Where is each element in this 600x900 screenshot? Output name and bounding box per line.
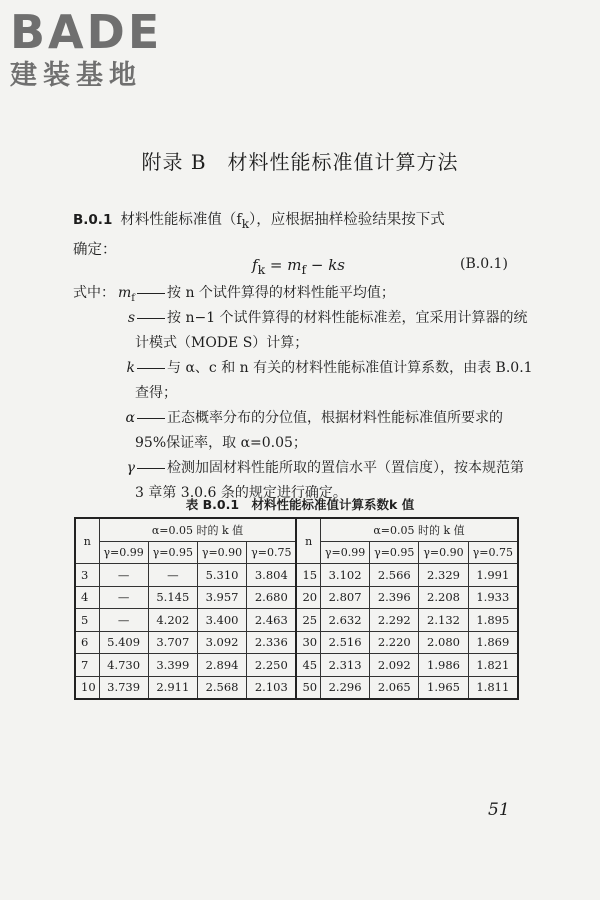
table-cell: 5.409 [99, 631, 148, 654]
k-value-table [74, 517, 519, 700]
table-cell: 2.396 [370, 586, 419, 609]
table-row [75, 609, 518, 632]
table-cell: 2.336 [247, 631, 297, 654]
table-cell: 25 [296, 609, 320, 632]
gamma-header: γ=0.99 [99, 541, 148, 564]
table-cell: 45 [296, 654, 320, 677]
table-cell: 3.400 [197, 609, 246, 632]
table-cell: 2.516 [320, 631, 369, 654]
table-cell: 4 [75, 586, 99, 609]
table-cell: 30 [296, 631, 320, 654]
table-cell: 2.680 [247, 586, 297, 609]
table-cell: 2.208 [419, 586, 468, 609]
clause-text-end: ），应根据抽样检验结果按下式 [249, 212, 445, 228]
table-cell: 2.313 [320, 654, 369, 677]
table-cell: 10 [75, 676, 99, 699]
appendix-title: 附录 B 材料性能标准值计算方法 [141, 150, 459, 174]
page-number: 51 [488, 800, 510, 820]
table-cell: 2.329 [419, 564, 468, 587]
table-cell: — [99, 586, 148, 609]
definition-k: k 与 α、c 和 n 有关的材料性能标准值计算系数，由表 B.0.1 查得； [126, 360, 533, 401]
table-cell: 2.250 [247, 654, 297, 677]
logo-wordmark: BADE [10, 5, 163, 59]
table-cell: 2.080 [419, 631, 468, 654]
definition-gamma: γ 检测加固材料性能所取的置信水平（置信度），按本规范第 3 章第 3.0.6 条的规定进行确定。 [126, 460, 524, 501]
n-header: n [75, 518, 99, 564]
gamma-header: γ=0.95 [148, 541, 197, 564]
table-cell: 1.986 [419, 654, 468, 677]
table-cell: 4.730 [99, 654, 148, 677]
n-header: n [296, 518, 320, 564]
gamma-header: γ=0.75 [247, 541, 297, 564]
definition-text: 按 n 个试件算得的材料性能平均值； [167, 285, 395, 301]
group-header: α=0.05 时的 k 值 [320, 518, 518, 541]
table-caption: 表 B.0.1 材料性能标准值计算系数k 值 [185, 497, 415, 512]
table-cell: 2.220 [370, 631, 419, 654]
definition-text: 按 n−1 个试件算得的材料性能标准差，宜采用计算器的统计模式（MODE S）计算； [135, 310, 528, 351]
gamma-header: γ=0.90 [197, 541, 246, 564]
table-cell: 1.869 [468, 631, 518, 654]
formula: $f_k = m_f$ − ks [252, 256, 346, 277]
clause-text-sub: k [241, 216, 250, 231]
table-row [75, 676, 518, 699]
gamma-header: γ=0.75 [468, 541, 518, 564]
table-cell: 2.103 [247, 676, 297, 699]
table-cell: 6 [75, 631, 99, 654]
table-cell: 5.310 [197, 564, 246, 587]
table-cell: 2.132 [419, 609, 468, 632]
table-cell: 3.739 [99, 676, 148, 699]
table-cell: 3.957 [197, 586, 246, 609]
clause-b01 [73, 207, 523, 263]
table-cell: 4.202 [148, 609, 197, 632]
definition-s: s 按 n−1 个试件算得的材料性能标准差，宜采用计算器的统计模式（MODE S）计算； [127, 310, 528, 351]
table-cell: 50 [296, 676, 320, 699]
table-cell: — [148, 564, 197, 587]
table-cell: 2.632 [320, 609, 369, 632]
definition-alpha: α 正态概率分布的分位值，根据材料性能标准值所要求的 95%保证率，取 α=0.05； [125, 410, 503, 451]
table-cell: 1.933 [468, 586, 518, 609]
table-cell: 1.965 [419, 676, 468, 699]
group-header: α=0.05 时的 k 值 [99, 518, 296, 541]
table-row [75, 631, 518, 654]
table-row [75, 586, 518, 609]
logo [10, 5, 163, 92]
table-cell: 2.911 [148, 676, 197, 699]
table-cell: 2.292 [370, 609, 419, 632]
table-row [75, 564, 518, 587]
table-cell: 1.811 [468, 676, 518, 699]
table-cell: 2.807 [320, 586, 369, 609]
table-cell: 3 [75, 564, 99, 587]
table-cell: 3.092 [197, 631, 246, 654]
table-cell: 3.804 [247, 564, 297, 587]
table-cell: 3.399 [148, 654, 197, 677]
clause-text-line2: 确定： [73, 241, 117, 258]
definitions [73, 281, 533, 506]
definition-text: 与 α、c 和 n 有关的材料性能标准值计算系数，由表 B.0.1 查得； [135, 360, 533, 401]
table-cell: 2.463 [247, 609, 297, 632]
definition-mf: 式中： $m_f$ 按 n 个试件算得的材料性能平均值； [73, 281, 533, 306]
definitions-prefix: 式中： [73, 285, 115, 301]
table-cell: — [99, 564, 148, 587]
table-cell: 5.145 [148, 586, 197, 609]
table-cell: — [99, 609, 148, 632]
definition-text: 正态概率分布的分位值，根据材料性能标准值所要求的 95%保证率，取 α=0.05； [135, 410, 503, 451]
definition-text: 检测加固材料性能所取的置信水平（置信度），按本规范第 3 章第 3.0.6 条的规定进行确定。 [135, 460, 524, 501]
table-cell: 20 [296, 586, 320, 609]
formula-number: (B.0.1) [460, 256, 508, 272]
table-cell: 1.895 [468, 609, 518, 632]
table-cell: 3.707 [148, 631, 197, 654]
table-cell: 2.065 [370, 676, 419, 699]
table-cell: 15 [296, 564, 320, 587]
gamma-header: γ=0.99 [320, 541, 369, 564]
table-cell: 2.568 [197, 676, 246, 699]
table-cell: 2.894 [197, 654, 246, 677]
logo-subtitle: 建装基地 [10, 60, 142, 91]
gamma-header: γ=0.95 [370, 541, 419, 564]
table-cell: 3.102 [320, 564, 369, 587]
clause-number: B.0.1 [73, 212, 113, 228]
table-cell: 2.296 [320, 676, 369, 699]
table-cell: 2.566 [370, 564, 419, 587]
table-cell: 1.991 [468, 564, 518, 587]
table-cell: 5 [75, 609, 99, 632]
table-cell: 2.092 [370, 654, 419, 677]
table-cell: 1.821 [468, 654, 518, 677]
clause-text: 材料性能标准值（f [120, 212, 242, 228]
table-cell: 7 [75, 654, 99, 677]
table-row [75, 654, 518, 677]
gamma-header: γ=0.90 [419, 541, 468, 564]
